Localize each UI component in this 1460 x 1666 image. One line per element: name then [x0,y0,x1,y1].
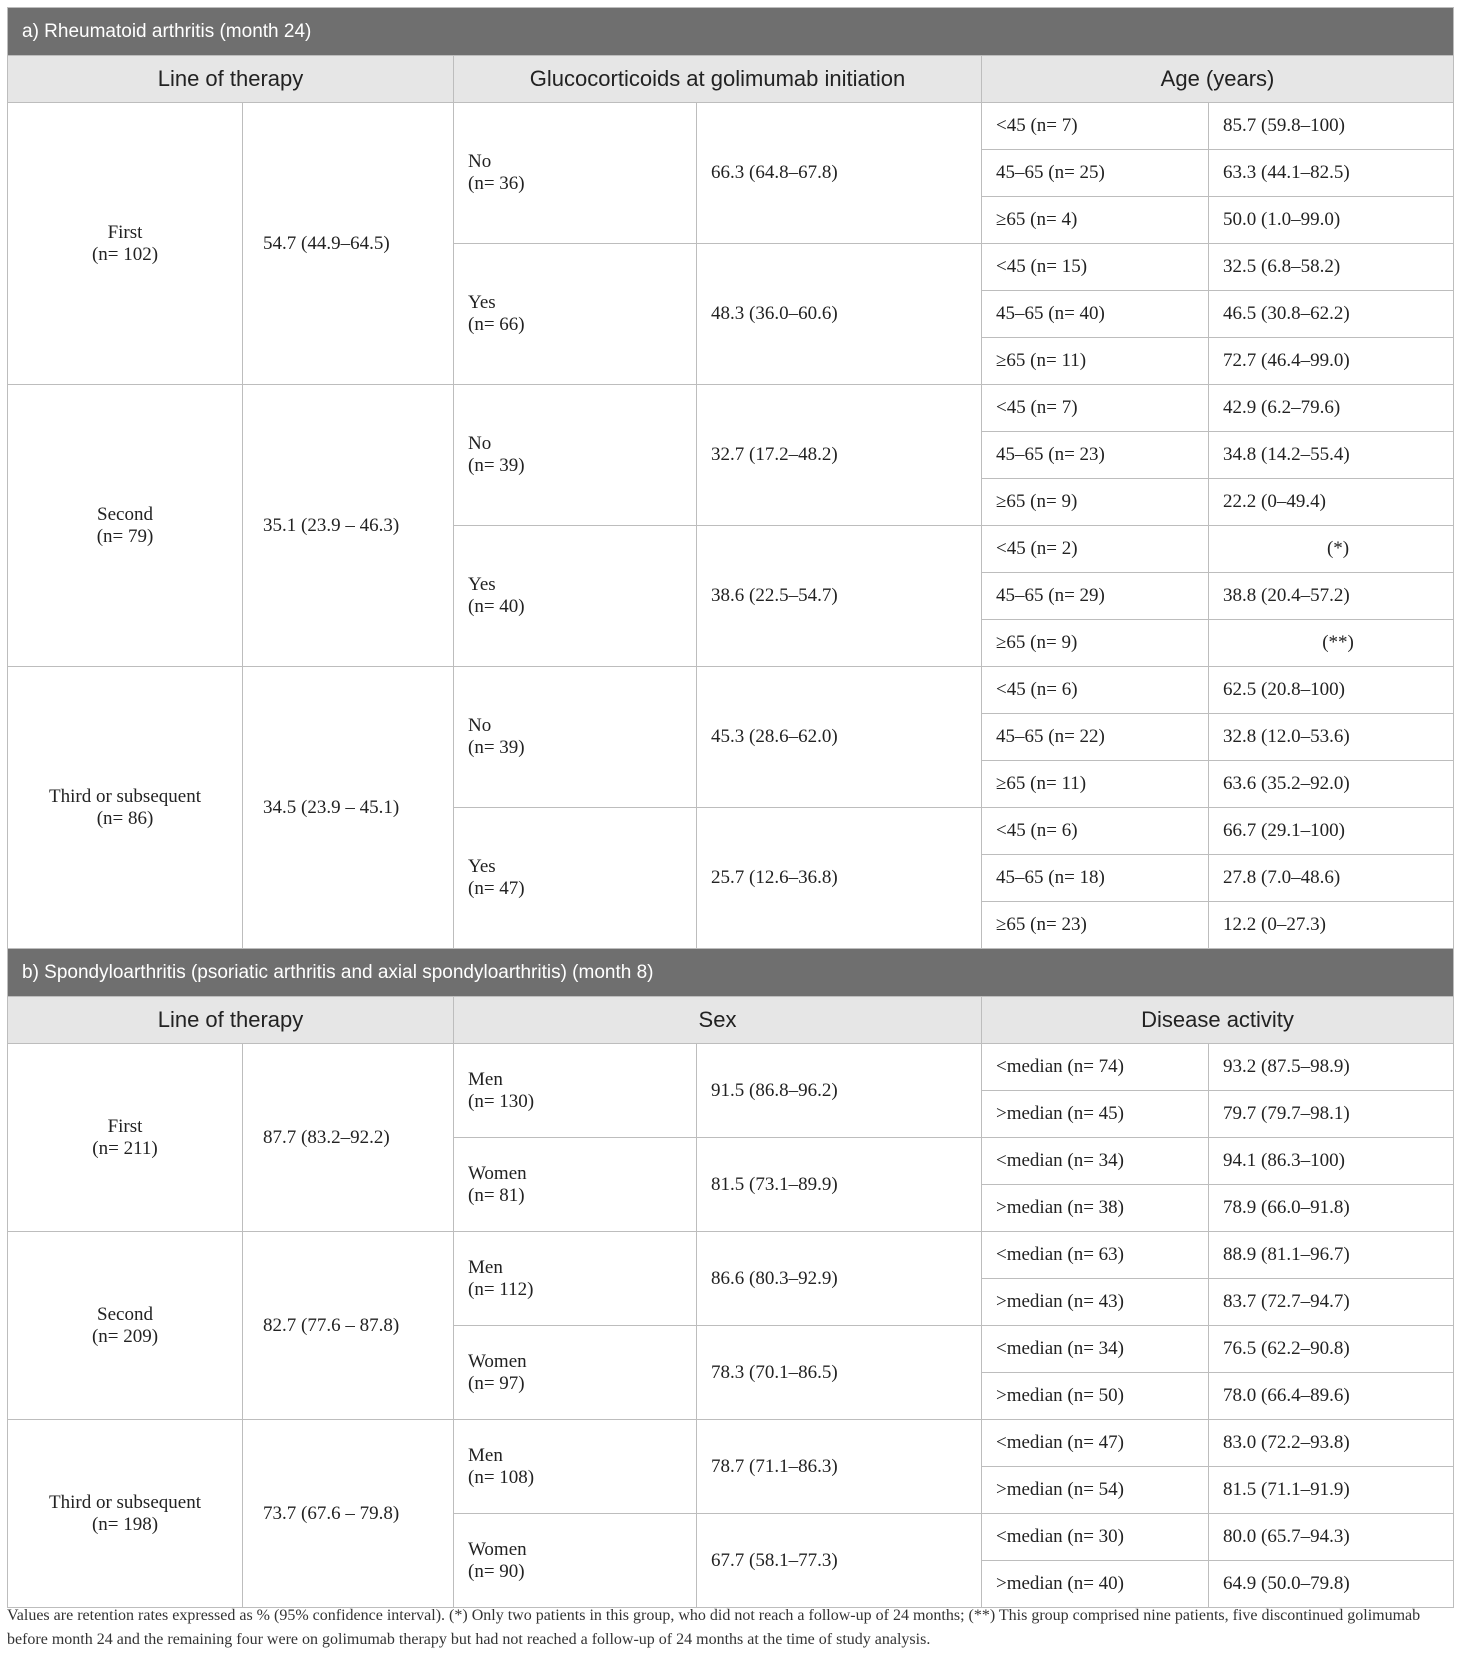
subgroup-count: (n= 66) [468,314,525,335]
line-of-therapy-label: First [107,221,143,243]
subgroup-retention-value: 78.7 (71.1–86.3) [697,1420,982,1514]
category-retention-value: 34.8 (14.2–55.4) [1209,432,1454,479]
subgroup-retention-value: 81.5 (73.1–89.9) [697,1138,982,1232]
category-label: 45–65 (n= 23) [982,432,1209,479]
line-of-therapy-label: Second [97,1303,153,1325]
subgroup-cell [454,1044,697,1138]
category-label: <45 (n= 7) [982,103,1209,150]
category-retention-value: 79.7 (79.7–98.1) [1209,1091,1454,1138]
category-label: >median (n= 45) [982,1091,1209,1138]
table-footnote: Values are retention rates expressed as % (95% confidence interval). (*) Only two patients in this group, who did not reach a follow-up of 24 months; (**) This group comprised nine patients, five discontinued golimumab before month 24 and the remaining four were on golimumab therapy but had not reached a follow-up of 24 months at the time of study analysis. [7,1607,1421,1648]
category-retention-value: 64.9 (50.0–79.8) [1209,1561,1454,1608]
column-header: Line of therapy [8,997,454,1044]
category-label: <45 (n= 6) [982,808,1209,855]
subgroup-label: Women [468,1538,527,1560]
retention-table-container [7,7,1453,1608]
line-retention-value: 73.7 (67.6 – 79.8) [243,1420,454,1608]
subgroup-count: (n= 40) [468,596,525,617]
line-retention-value: 87.7 (83.2–92.2) [243,1044,454,1232]
subgroup-count: (n= 130) [468,1090,535,1112]
subgroup-label: Yes [468,856,496,877]
subgroup-count: (n= 47) [468,878,525,899]
category-retention-value: 76.5 (62.2–90.8) [1209,1326,1454,1373]
line-retention-value: 34.5 (23.9 – 45.1) [243,667,454,949]
category-retention-value: 46.5 (30.8–62.2) [1209,291,1454,338]
subgroup-retention-value: 78.3 (70.1–86.5) [697,1326,982,1420]
line-of-therapy-count: (n= 86) [96,807,154,829]
category-retention-value: 66.7 (29.1–100) [1209,808,1454,855]
table-row [8,1044,1454,1091]
category-label: ≥65 (n= 4) [982,197,1209,244]
subgroup-retention-value: 86.6 (80.3–92.9) [697,1232,982,1326]
line-of-therapy-label: Third or subsequent [49,785,201,807]
line-of-therapy-cell [8,1420,243,1608]
line-retention-value: 82.7 (77.6 – 87.8) [243,1232,454,1420]
category-label: >median (n= 50) [982,1373,1209,1420]
category-label: 45–65 (n= 25) [982,150,1209,197]
category-label: <median (n= 63) [982,1232,1209,1279]
subgroup-count: (n= 108) [468,1466,535,1488]
line-of-therapy-count: (n= 79) [96,525,154,547]
category-retention-value: 32.5 (6.8–58.2) [1209,244,1454,291]
category-retention-value: (*) [1209,526,1454,573]
category-label: <median (n= 34) [982,1326,1209,1373]
line-of-therapy-label: Second [97,503,153,525]
subgroup-label: Men [468,1256,503,1278]
line-of-therapy-count: (n= 102) [91,243,159,265]
subgroup-label: Yes [468,574,496,595]
section-title-row [8,949,1454,997]
subgroup-retention-value: 91.5 (86.8–96.2) [697,1044,982,1138]
subgroup-cell [454,1420,697,1514]
table-row [8,667,1454,714]
line-of-therapy-cell [8,385,243,667]
category-retention-value: 94.1 (86.3–100) [1209,1138,1454,1185]
category-retention-value: 83.7 (72.7–94.7) [1209,1279,1454,1326]
category-label: >median (n= 38) [982,1185,1209,1232]
column-header: Disease activity [982,997,1454,1044]
line-of-therapy-count: (n= 198) [91,1513,159,1535]
category-label: ≥65 (n= 11) [982,338,1209,385]
category-retention-value: 63.3 (44.1–82.5) [1209,150,1454,197]
category-retention-value: 63.6 (35.2–92.0) [1209,761,1454,808]
category-retention-value: 22.2 (0–49.4) [1209,479,1454,526]
line-of-therapy-label: First [107,1115,143,1137]
category-retention-value: 72.7 (46.4–99.0) [1209,338,1454,385]
subgroup-count: (n= 39) [468,737,525,758]
category-label: ≥65 (n= 9) [982,479,1209,526]
subgroup-cell [454,808,697,949]
category-retention-value: 50.0 (1.0–99.0) [1209,197,1454,244]
subgroup-cell [454,103,697,244]
subgroup-cell [454,1514,697,1608]
category-retention-value: 38.8 (20.4–57.2) [1209,573,1454,620]
table-body [8,8,1454,1608]
column-header-row [8,997,1454,1044]
subgroup-count: (n= 39) [468,455,525,476]
subgroup-label: Women [468,1162,527,1184]
subgroup-retention-value: 67.7 (58.1–77.3) [697,1514,982,1608]
category-label: <45 (n= 7) [982,385,1209,432]
column-header: Sex [454,997,982,1044]
column-header-row [8,56,1454,103]
subgroup-count: (n= 81) [468,1184,525,1206]
section-a-title: a) Rheumatoid arthritis (month 24) [8,8,1454,56]
subgroup-count: (n= 36) [468,173,525,194]
category-retention-value: 12.2 (0–27.3) [1209,902,1454,949]
section-title-row [8,8,1454,56]
subgroup-cell [454,526,697,667]
category-label: <median (n= 34) [982,1138,1209,1185]
category-retention-value: 83.0 (72.2–93.8) [1209,1420,1454,1467]
category-label: >median (n= 54) [982,1467,1209,1514]
line-of-therapy-count: (n= 211) [92,1137,158,1159]
table-row [8,103,1454,150]
category-label: ≥65 (n= 23) [982,902,1209,949]
line-of-therapy-label: Third or subsequent [49,1491,201,1513]
column-header: Line of therapy [8,56,454,103]
subgroup-retention-value: 32.7 (17.2–48.2) [697,385,982,526]
category-retention-value: 27.8 (7.0–48.6) [1209,855,1454,902]
category-retention-value: (**) [1209,620,1454,667]
subgroup-count: (n= 112) [468,1278,534,1300]
category-label: <median (n= 74) [982,1044,1209,1091]
table-row [8,1420,1454,1467]
line-of-therapy-cell [8,1044,243,1232]
subgroup-cell [454,1326,697,1420]
subgroup-retention-value: 38.6 (22.5–54.7) [697,526,982,667]
category-retention-value: 93.2 (87.5–98.9) [1209,1044,1454,1091]
subgroup-count: (n= 90) [468,1560,525,1582]
category-retention-value: 80.0 (65.7–94.3) [1209,1514,1454,1561]
table-row [8,1232,1454,1279]
category-label: <median (n= 47) [982,1420,1209,1467]
category-label: ≥65 (n= 9) [982,620,1209,667]
subgroup-label: No [468,151,492,172]
category-retention-value: 62.5 (20.8–100) [1209,667,1454,714]
category-retention-value: 78.0 (66.4–89.6) [1209,1373,1454,1420]
subgroup-retention-value: 66.3 (64.8–67.8) [697,103,982,244]
line-of-therapy-cell [8,667,243,949]
subgroup-cell [454,1138,697,1232]
section-b-title: b) Spondyloarthritis (psoriatic arthritis and axial spondyloarthritis) (month 8) [8,949,1454,997]
line-retention-value: 54.7 (44.9–64.5) [243,103,454,385]
subgroup-cell [454,667,697,808]
line-of-therapy-cell [8,1232,243,1420]
column-header: Glucocorticoids at golimumab initiation [454,56,982,103]
category-label: >median (n= 40) [982,1561,1209,1608]
retention-table [7,7,1454,1608]
table-row [8,385,1454,432]
subgroup-label: Men [468,1068,503,1090]
subgroup-label: No [468,433,492,454]
line-retention-value: 35.1 (23.9 – 46.3) [243,385,454,667]
category-label: ≥65 (n= 11) [982,761,1209,808]
subgroup-retention-value: 45.3 (28.6–62.0) [697,667,982,808]
subgroup-cell [454,385,697,526]
line-of-therapy-cell [8,103,243,385]
subgroup-count: (n= 97) [468,1372,525,1394]
category-label: 45–65 (n= 40) [982,291,1209,338]
category-label: 45–65 (n= 29) [982,573,1209,620]
subgroup-label: No [468,715,492,736]
category-retention-value: 42.9 (6.2–79.6) [1209,385,1454,432]
category-retention-value: 81.5 (71.1–91.9) [1209,1467,1454,1514]
category-retention-value: 85.7 (59.8–100) [1209,103,1454,150]
subgroup-retention-value: 25.7 (12.6–36.8) [697,808,982,949]
subgroup-retention-value: 48.3 (36.0–60.6) [697,244,982,385]
category-retention-value: 78.9 (66.0–91.8) [1209,1185,1454,1232]
category-label: <median (n= 30) [982,1514,1209,1561]
category-label: 45–65 (n= 22) [982,714,1209,761]
subgroup-cell [454,1232,697,1326]
subgroup-label: Yes [468,292,496,313]
category-label: >median (n= 43) [982,1279,1209,1326]
subgroup-cell [454,244,697,385]
column-header: Age (years) [982,56,1454,103]
category-retention-value: 88.9 (81.1–96.7) [1209,1232,1454,1279]
category-label: <45 (n= 15) [982,244,1209,291]
category-label: 45–65 (n= 18) [982,855,1209,902]
category-label: <45 (n= 2) [982,526,1209,573]
category-retention-value: 32.8 (12.0–53.6) [1209,714,1454,761]
subgroup-label: Women [468,1350,527,1372]
subgroup-label: Men [468,1444,503,1466]
category-label: <45 (n= 6) [982,667,1209,714]
line-of-therapy-count: (n= 209) [91,1325,159,1347]
